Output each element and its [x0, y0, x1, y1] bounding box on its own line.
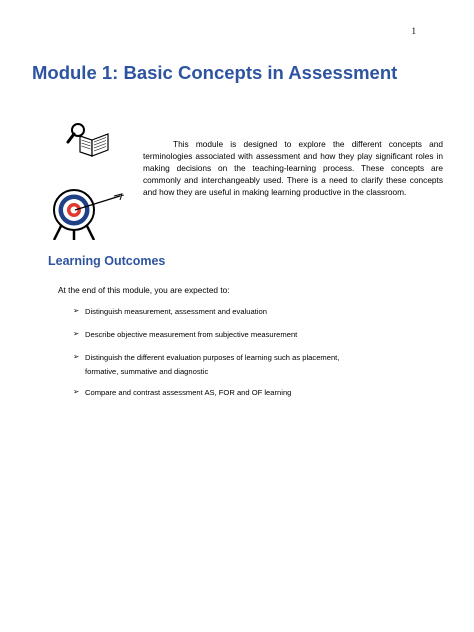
- arrow-bullet-icon: ➢: [73, 352, 80, 361]
- outcome-list-item: [73, 386, 373, 400]
- intro-paragraph: This module is designed to explore the different concepts and terminologies associated with assessment and how they play significant roles in making decisions on the teaching-learning process. These concepts are commonly and interchangeably used. There is a need to clarify these concepts and how they are useful in making learning productive in the classroom.: [143, 139, 443, 197]
- arrow-bullet-icon: ➢: [73, 387, 80, 396]
- arrow-bullet-icon: ➢: [73, 329, 80, 338]
- outcome-text: Distinguish measurement, assessment and evaluation: [85, 307, 267, 316]
- target-arrow-icon: [50, 188, 126, 240]
- outcome-list-item: [73, 305, 373, 319]
- book-magnifier-icon: [66, 122, 114, 160]
- outcome-list-item: [73, 351, 373, 378]
- module-title: Module 1: Basic Concepts in Assessment: [32, 62, 398, 83]
- page-number: 1: [411, 26, 416, 36]
- outcome-text: Describe objective measurement from subjective measurement: [85, 330, 298, 339]
- arrow-bullet-icon: ➢: [73, 306, 80, 315]
- learning-outcomes-heading: Learning Outcomes: [48, 254, 166, 268]
- outcome-text: Compare and contrast assessment AS, FOR and OF learning: [85, 388, 292, 397]
- outcome-text: Distinguish the different evaluation purposes of learning such as placement, formative, summative and diagnostic: [85, 353, 340, 376]
- outcomes-lead-text: At the end of this module, you are expected to:: [58, 285, 230, 295]
- outcome-list-item: [73, 328, 373, 342]
